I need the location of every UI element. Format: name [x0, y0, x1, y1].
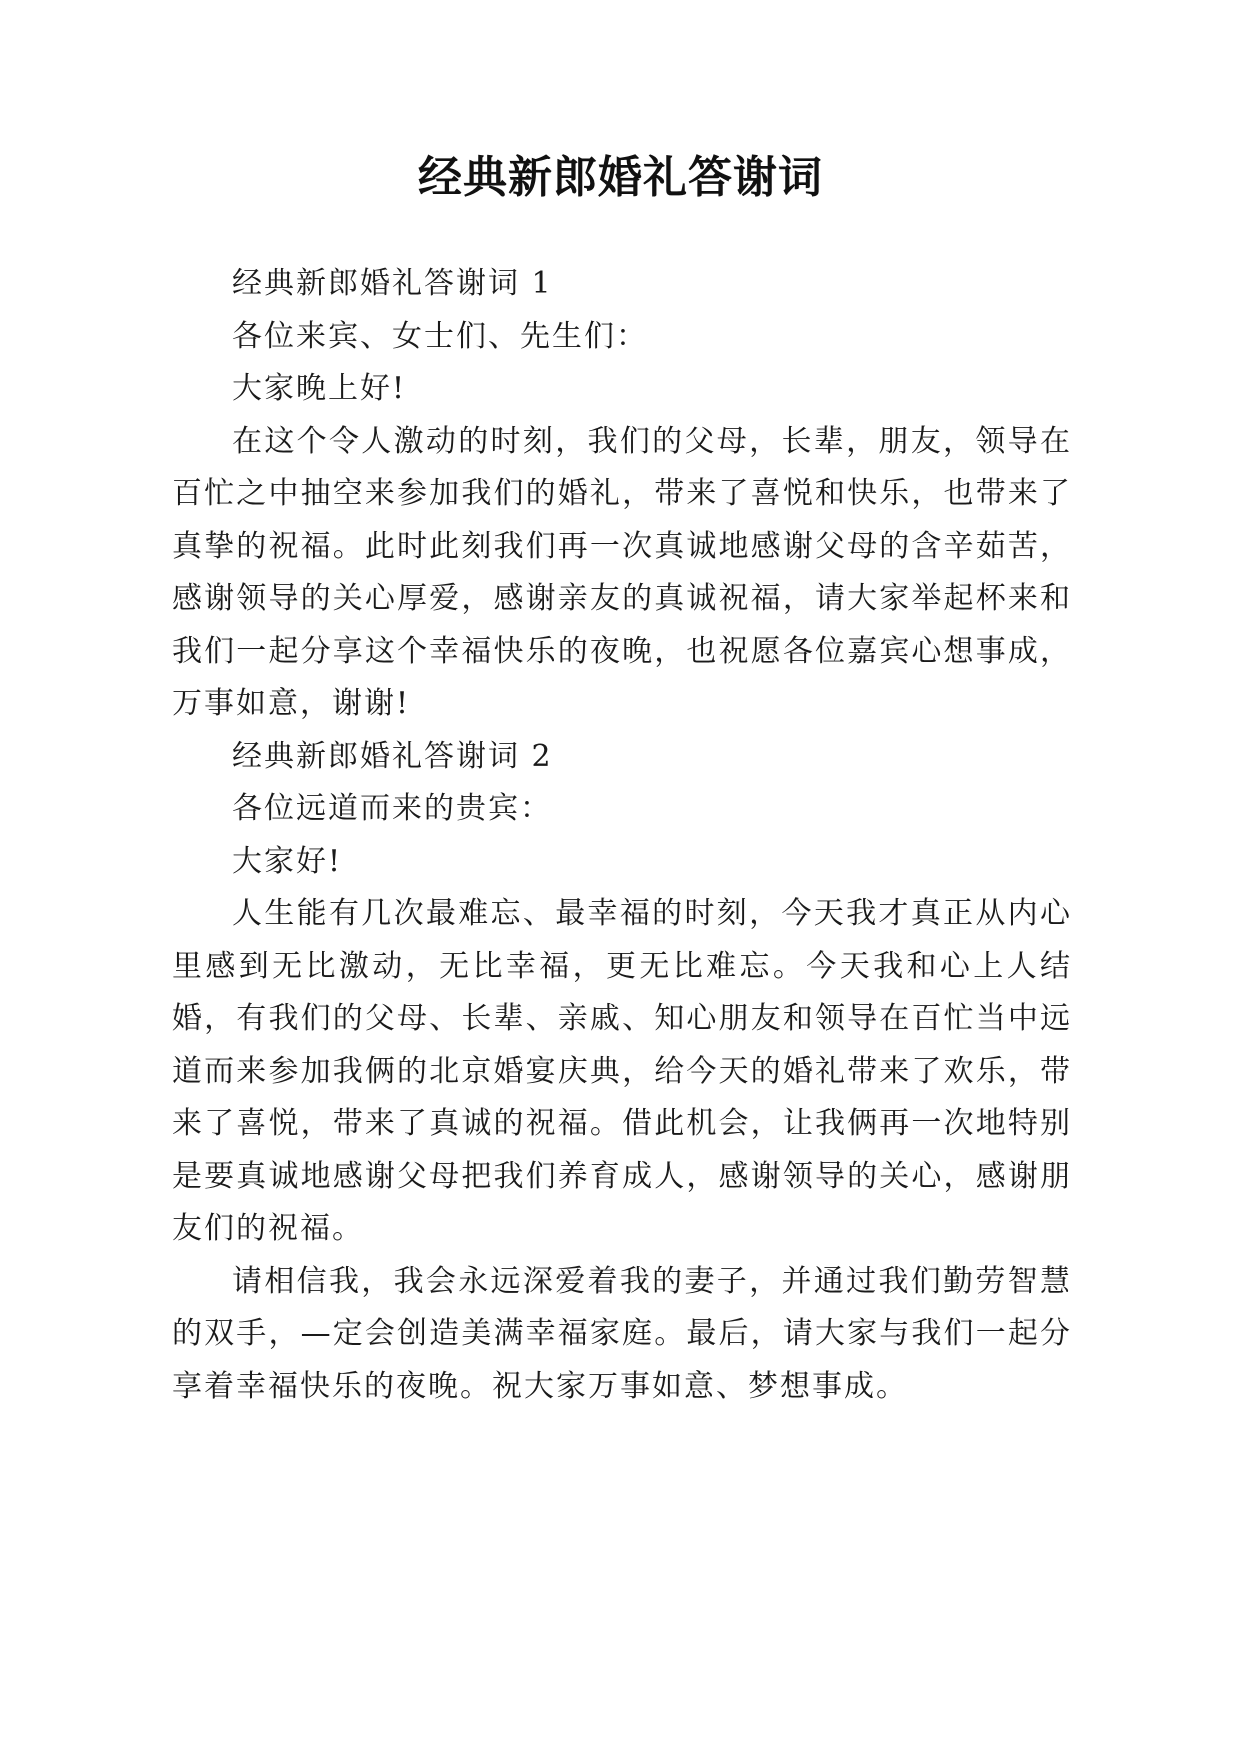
greeting-1: 大家晚上好! [232, 371, 407, 406]
document-body [172, 258, 1072, 1413]
body-paragraph-2: 人生能有几次最难忘、最幸福的时刻，今天我才真正从内心里感到无比激动，无比幸福，更无比难忘。今天我和心上人结婚，有我们的父母、长辈、亲戚、知心朋友和领导在百忙当中远道而来参加我俩的北京婚宴庆典，给今天的婚礼带来了欢乐，带来了喜悦，带来了真诚的祝福。借此机会，让我俩再一次地特别是要真诚地感谢父母把我们养育成人，感谢领导的关心，感谢朋友们的祝福。 [172, 896, 1072, 1246]
salutation-1: 各位来宾、女士们、先生们： [232, 318, 648, 354]
body-paragraph-1: 在这个令人激动的时刻，我们的父母，长辈，朋友，领导在百忙之中抽空来参加我们的婚礼，带来了喜悦和快乐，也带来了真挚的祝福。此时此刻我们再一次真诚地感谢父母的含辛茹苦，感谢领导的关心厚爱，感谢亲友的真诚祝福，请大家举起杯来和我们一起分享这个幸福快乐的夜晚，也祝愿各位嘉宾心想事成，万事如意，谢谢! [172, 423, 1072, 721]
greeting-2: 大家好! [232, 843, 343, 879]
section-heading-2: 经典新郎婚礼答谢词 2 [232, 738, 553, 774]
section-heading-1: 经典新郎婚礼答谢词 1 [232, 266, 553, 301]
body-paragraph-3: 请相信我，我会永远深爱着我的妻子，并通过我们勤劳智慧的双手，—定会创造美满幸福家庭。最后，请大家与我们一起分享着幸福快乐的夜晚。祝大家万事如意、梦想事成。 [172, 1263, 1072, 1404]
salutation-2: 各位远道而来的贵宾： [232, 791, 552, 826]
document-title: 经典新郎婚礼答谢词 [418, 152, 823, 203]
